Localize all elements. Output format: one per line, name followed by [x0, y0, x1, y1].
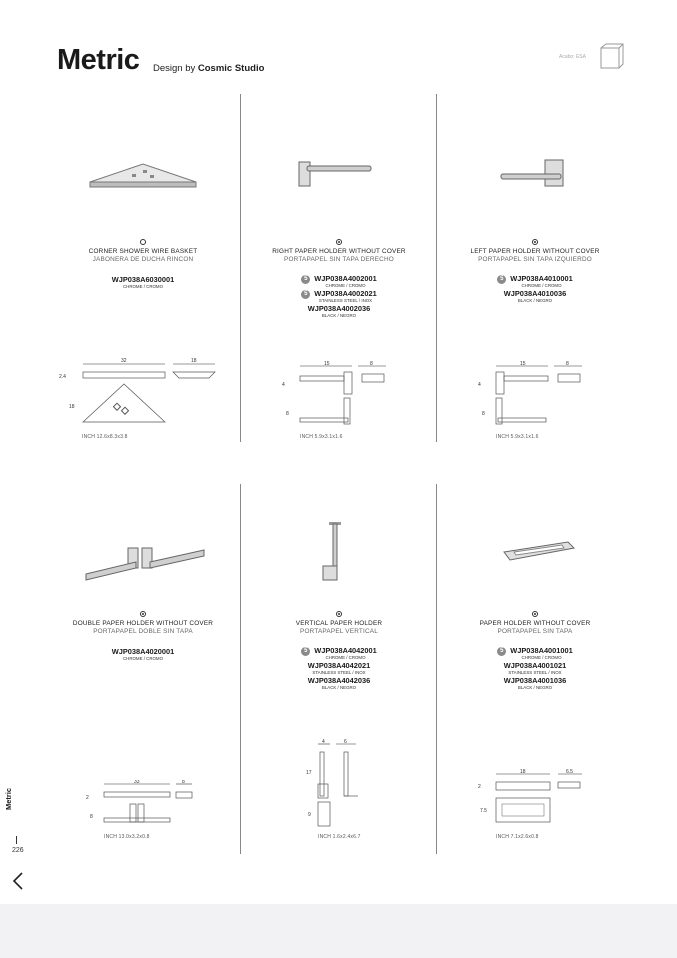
product-code: WJP038A4042021 [307, 661, 371, 670]
dimension-label: 8 [482, 411, 485, 417]
inch-dimensions: INCH 5.9x3.1x1.6 [300, 434, 343, 440]
symbol-dot-icon [532, 611, 538, 617]
finish-label: BLACK / NEGRO [321, 685, 357, 690]
dimension-label: 17 [306, 770, 312, 776]
code-row [241, 275, 437, 288]
product-card [45, 611, 241, 661]
warranty-badge-icon: 5 [497, 647, 506, 656]
product-code: WJP038A4010036 [503, 289, 567, 298]
finish-label: CHROME / CROMO [325, 655, 366, 660]
product-code: WJP038A4001001 [510, 646, 573, 655]
product-code: WJP038A4042001 [314, 646, 377, 655]
inch-dimensions: INCH 5.9x3.1x1.6 [496, 434, 539, 440]
finish-label: CHROME / CROMO [122, 284, 163, 289]
dimension-label: 7.5 [480, 808, 487, 814]
dimension-label: 32 [121, 358, 127, 364]
code-row [241, 305, 437, 318]
product-code: WJP038A4002021 [314, 289, 377, 298]
finish-label: BLACK / NEGRO [517, 685, 553, 690]
dimension-label: 15 [520, 361, 526, 367]
designer-credit [153, 63, 264, 74]
designer-name: Cosmic Studio [197, 63, 265, 74]
product-card [437, 239, 633, 303]
dimension-label: 2.4 [59, 374, 66, 380]
page-number: 226 [12, 847, 24, 854]
product-code: WJP038A4042036 [307, 676, 371, 685]
finish-label: STAINLESS STEEL / INOX [312, 670, 366, 675]
dimension-label: 6.5 [566, 769, 573, 775]
code-row [437, 275, 633, 288]
symbol-dot-icon [336, 239, 342, 245]
code-row [241, 647, 437, 660]
product-image-left-holder [497, 156, 577, 192]
technical-drawing [278, 360, 398, 434]
technical-drawing [55, 356, 225, 438]
product-card [45, 239, 241, 289]
side-collection-label: Metric [4, 787, 13, 810]
code-row [437, 662, 633, 675]
product-name: CORNER SHOWER WIRE BASKET [88, 248, 198, 255]
product-card [241, 239, 437, 318]
code-row [437, 647, 633, 660]
dimension-label: 8 [90, 814, 93, 820]
finish-label: CHROME / CROMO [521, 655, 562, 660]
dimension-label: 2 [86, 795, 89, 801]
product-name-es: PORTAPAPEL SIN TAPA IZQUIERDO [478, 256, 592, 263]
dimension-label: 4 [478, 382, 481, 388]
dimension-label: 18 [191, 358, 197, 364]
dimension-label: 6 [344, 739, 347, 745]
symbol-circle-icon [140, 239, 146, 245]
product-card [241, 611, 437, 690]
product-image-vertical-holder [315, 520, 355, 584]
product-image-right-holder [295, 156, 375, 190]
finish-label: CHROME / CROMO [521, 283, 562, 288]
product-name: RIGHT PAPER HOLDER WITHOUT COVER [272, 248, 406, 255]
inch-dimensions: INCH 12.6x8.3x3.8 [82, 434, 128, 440]
dimension-label: 18 [520, 769, 526, 775]
warranty-badge-icon: 5 [301, 647, 310, 656]
dimension-label: 2 [478, 784, 481, 790]
finish-label: STAINLESS STEEL / INOX [508, 670, 562, 675]
product-image-corner-basket [88, 160, 198, 196]
dimension-label: 33 [134, 780, 140, 785]
inch-dimensions: INCH 1.6x2.4x6.7 [318, 834, 361, 840]
product-name: VERTICAL PAPER HOLDER [295, 620, 383, 627]
dimension-label: 8 [566, 361, 569, 367]
inch-dimensions: INCH 13.0x3.2x0.8 [104, 834, 150, 840]
product-code: WJP038A4001021 [503, 661, 567, 670]
dimension-label: 4 [322, 739, 325, 745]
product-code: WJP038A6030001 [111, 275, 175, 284]
product-name-es: JABONERA DE DUCHA RINCON [92, 256, 194, 263]
finish-label: STAINLESS STEEL / INOX [318, 298, 373, 303]
warranty-badge-icon: 5 [301, 275, 310, 284]
symbol-dot-icon [140, 611, 146, 617]
warranty-badge-icon: 5 [301, 290, 310, 299]
inch-dimensions: INCH 7.1x2.6x0.8 [496, 834, 539, 840]
technical-drawing [82, 780, 202, 832]
dimension-label: 9 [308, 812, 311, 818]
product-name: DOUBLE PAPER HOLDER WITHOUT COVER [72, 620, 214, 627]
dimension-label: 8 [182, 780, 185, 785]
dimension-label: 15 [324, 361, 330, 367]
product-image-paper-holder [498, 538, 578, 568]
product-name-es: PORTAPAPEL SIN TAPA [497, 628, 573, 635]
finish-label: CHROME / CROMO [122, 656, 163, 661]
brand-title: Metric [57, 44, 140, 76]
code-row [437, 677, 633, 690]
code-row [241, 290, 437, 303]
finish-label: BLACK / NEGRO [517, 298, 553, 303]
symbol-dot-icon [336, 611, 342, 617]
technical-drawing [474, 360, 594, 434]
product-code: WJP038A4002036 [307, 304, 371, 313]
side-divider [16, 836, 17, 844]
code-row [45, 276, 241, 289]
finish-label: CHROME / CROMO [325, 283, 366, 288]
product-name-es: PORTAPAPEL VERTICAL [299, 628, 379, 635]
dimension-label: 18 [69, 404, 75, 410]
code-row [45, 648, 241, 661]
dimension-label: 4 [282, 382, 285, 388]
code-row [241, 677, 437, 690]
product-name-es: PORTAPAPEL SIN TAPA DERECHO [284, 256, 394, 263]
technical-drawing [300, 738, 370, 834]
product-name-es: PORTAPAPEL DOBLE SIN TAPA [93, 628, 193, 635]
back-arrow-icon[interactable] [10, 870, 26, 892]
footer-bar [0, 904, 677, 958]
design-prefix: Design by [153, 63, 196, 74]
dimension-label: 8 [370, 361, 373, 367]
finish-label: BLACK / NEGRO [321, 313, 357, 318]
code-row [241, 662, 437, 675]
product-code: WJP038A4010001 [510, 274, 573, 283]
finish-note: Acabo: ESA [559, 54, 586, 60]
code-row [437, 290, 633, 303]
warranty-badge-icon: 5 [497, 275, 506, 284]
product-card [437, 611, 633, 690]
product-code: WJP038A4002001 [314, 274, 377, 283]
product-image-double-holder [84, 540, 208, 586]
dimension-label: 8 [286, 411, 289, 417]
product-name: PAPER HOLDER WITHOUT COVER [479, 620, 591, 627]
product-code: WJP038A4020001 [111, 647, 175, 656]
cube-logo-icon [597, 42, 625, 72]
product-name: LEFT PAPER HOLDER WITHOUT COVER [470, 248, 600, 255]
product-code: WJP038A4001036 [503, 676, 567, 685]
symbol-dot-icon [532, 239, 538, 245]
technical-drawing [474, 768, 594, 832]
